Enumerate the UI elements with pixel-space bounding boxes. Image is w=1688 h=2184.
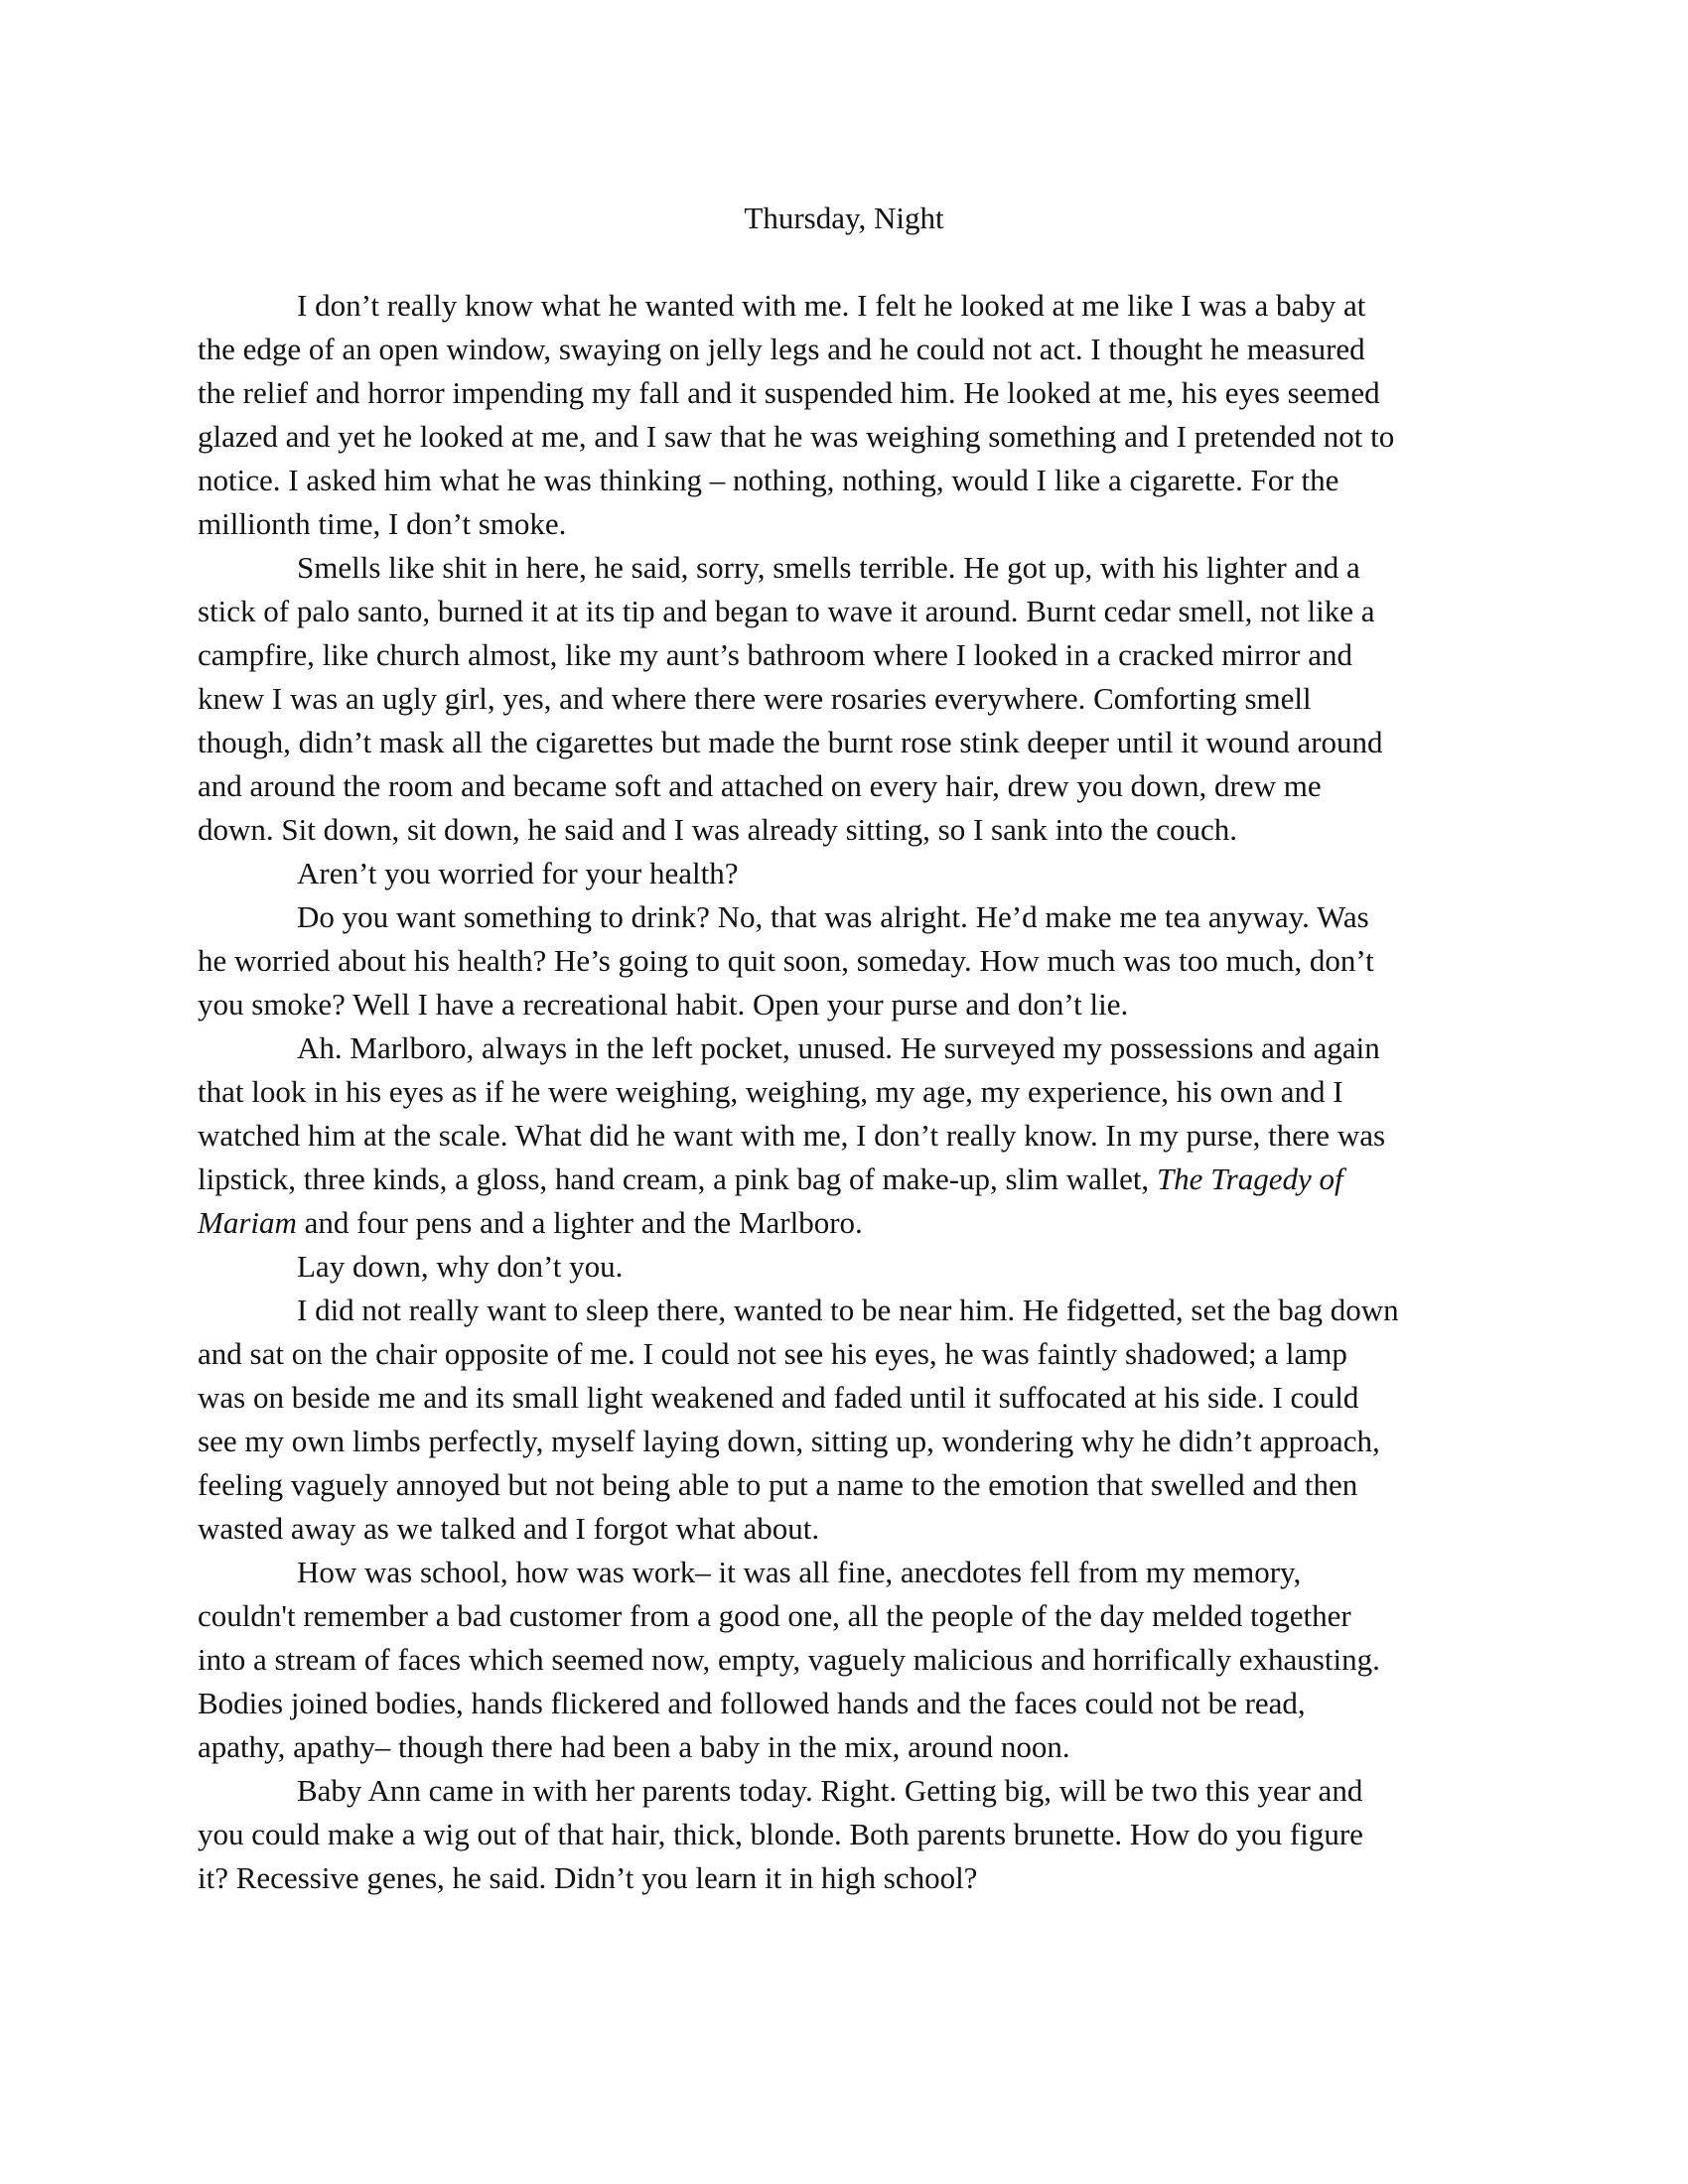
paragraph-7: [198, 1289, 1490, 1551]
text-line: Smells like shit in here, he said, sorry, smells terrible. He got up, with his lighter and a: [297, 550, 1360, 585]
text-line: campfire, like church almost, like my aunt’s bathroom where I looked in a cracked mirror and: [198, 637, 1352, 672]
text-line: I don’t really know what he wanted with me. I felt he looked at me like I was a baby at: [297, 288, 1366, 323]
story-body: [198, 284, 1490, 1900]
text-line-with-title: [98, 1158, 1490, 1201]
paragraph-5: [198, 1026, 1490, 1245]
text-line: see my own limbs perfectly, myself laying down, sitting up, wondering why he didn’t approach,: [198, 1424, 1380, 1458]
paragraph-3: [198, 852, 1490, 895]
text-line: stick of palo santo, burned it at its tip and began to wave it around. Burnt cedar smell, not like a: [198, 594, 1375, 628]
text-line: How was school, how was work– it was all fine, anecdotes fell from my memory,: [297, 1555, 1302, 1589]
text-line: into a stream of faces which seemed now, empty, vaguely malicious and horrifically exhausting.: [198, 1642, 1380, 1677]
page-title: Thursday, Night: [744, 201, 944, 235]
text-line: was on beside me and its small light weakened and faded until it suffocated at his side. I could: [198, 1380, 1359, 1415]
text-line: you smoke? Well I have a recreational habit. Open your purse and don’t lie.: [198, 987, 1129, 1022]
text-line: Lay down, why don’t you.: [297, 1249, 624, 1284]
text-line: notice. I asked him what he was thinking – nothing, nothing, would I like a cigarette. For the: [198, 463, 1339, 497]
book-title-italic: The Tragedy of: [1156, 1161, 1343, 1196]
text-line: Aren’t you worried for your health?: [297, 856, 739, 890]
text-line: that look in his eyes as if he were weighing, weighing, my age, my experience, his own and I: [198, 1074, 1343, 1109]
paragraph-8: [198, 1551, 1490, 1769]
text-line: Ah. Marlboro, always in the left pocket, unused. He surveyed my possessions and again: [297, 1030, 1380, 1065]
text-line: glazed and yet he looked at me, and I saw that he was weighing something and I pretended not to: [198, 419, 1395, 454]
text-line: and around the room and became soft and attached on every hair, drew you down, drew me: [198, 768, 1322, 803]
text-line: I did not really want to sleep there, wanted to be near him. He fidgetted, set the bag down: [297, 1293, 1399, 1327]
text-line: apathy, apathy– though there had been a baby in the mix, around noon.: [198, 1729, 1070, 1764]
text-line: though, didn’t mask all the cigarettes but made the burnt rose stink deeper until it wound around: [198, 725, 1383, 759]
text-line: it? Recessive genes, he said. Didn’t you learn it in high school?: [198, 1860, 978, 1895]
text-line: and sat on the chair opposite of me. I could not see his eyes, he was faintly shadowed; a lamp: [198, 1336, 1347, 1371]
paragraph-4: [198, 895, 1490, 1026]
text-line: feeling vaguely annoyed but not being able to put a name to the emotion that swelled and then: [198, 1467, 1358, 1502]
paragraph-1: [198, 284, 1490, 546]
text-line: down. Sit down, sit down, he said and I was already sitting, so I sank into the couch.: [198, 812, 1237, 847]
paragraph-9: [198, 1769, 1490, 1900]
text-line: the edge of an open window, swaying on jelly legs and he could not act. I thought he measured: [198, 332, 1365, 366]
text-line: you could make a wig out of that hair, thick, blonde. Both parents brunette. How do you figure: [198, 1817, 1363, 1851]
text-line: knew I was an ugly girl, yes, and where there were rosaries everywhere. Comforting smell: [198, 681, 1312, 716]
text-line: couldn't remember a bad customer from a good one, all the people of the day melded together: [198, 1598, 1351, 1633]
text-line: Baby Ann came in with her parents today. Right. Getting big, will be two this year and: [297, 1773, 1363, 1808]
text-line: watched him at the scale. What did he want with me, I don’t really know. In my purse, there was: [198, 1118, 1386, 1153]
text-run: lipstick, three kinds, a gloss, hand cream, a pink bag of make-up, slim wallet,: [198, 1161, 1157, 1196]
text-line: the relief and horror impending my fall and it suspended him. He looked at me, his eyes seemed: [198, 375, 1380, 410]
paragraph-2: [198, 546, 1490, 852]
book-title-italic: Mariam: [198, 1205, 297, 1240]
text-run: and four pens and a lighter and the Marlboro.: [296, 1205, 863, 1240]
text-line-with-title: [98, 1201, 1490, 1245]
text-line: Do you want something to drink? No, that was alright. He’d make me tea anyway. Was: [297, 899, 1369, 934]
text-line: Bodies joined bodies, hands flickered and followed hands and the faces could not be read,: [198, 1686, 1306, 1720]
text-line: millionth time, I don’t smoke.: [198, 506, 567, 541]
text-line: he worried about his health? He’s going to quit soon, someday. How much was too much, don’t: [198, 943, 1374, 978]
text-line: wasted away as we talked and I forgot what about.: [198, 1511, 820, 1546]
paragraph-6: [198, 1245, 1490, 1289]
